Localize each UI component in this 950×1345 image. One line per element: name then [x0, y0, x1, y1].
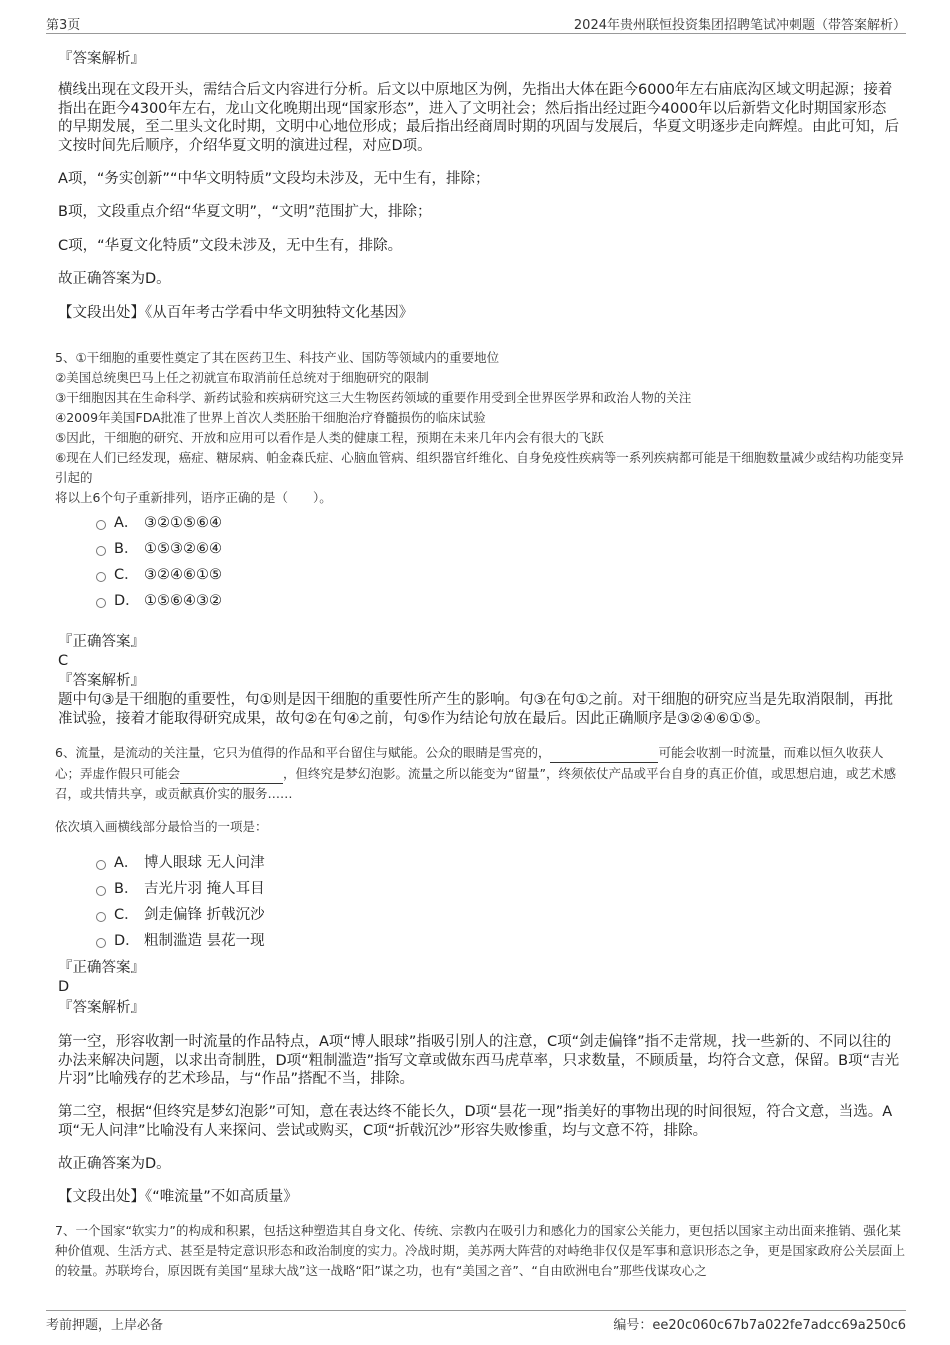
q5-answer-label: 『正确答案』: [58, 634, 145, 650]
q6-option-c[interactable]: C． 剑走偏锋 折戟沉沙: [96, 906, 265, 924]
q4-analysis-option-c: C项，“华夏文化特质”文段未涉及，无中生有，排除。: [58, 238, 403, 254]
q5-sentence-3: ③干细胞因其在生命科学、新药试验和疾病研究这三大生物医药领域的重要作用受到全世界医学界和政治人物的关注: [55, 390, 692, 405]
page-number: 第3页: [46, 18, 81, 33]
q4-analysis-label: 『答案解析』: [58, 51, 145, 67]
q6-conclusion: 故正确答案为D。: [58, 1156, 171, 1172]
q5-sentence-5: ⑤因此，干细胞的研究、开放和应用可以看作是人类的健康工程，预期在未来几年内会有很大的飞跃: [55, 430, 604, 445]
q6-option-b[interactable]: B． 吉光片羽 掩人耳目: [96, 880, 265, 898]
q5-option-a[interactable]: A． ③②①⑤⑥④: [96, 514, 222, 532]
footer-slogan: 考前押题，上岸必备: [46, 1318, 164, 1333]
q6-prompt: 依次填入画横线部分最恰当的一项是：: [55, 819, 268, 834]
q5-sentence-2: ②美国总统奥巴马上任之初就宣布取消前任总统对于细胞研究的限制: [55, 370, 429, 385]
q6-blank-2: [180, 763, 283, 784]
q6-option-a[interactable]: A． 博人眼球 无人问津: [96, 854, 265, 872]
radio-icon[interactable]: [96, 572, 106, 582]
q4-analysis-option-b: B项，文段重点介绍“华夏文明”，“文明”范围扩大，排除；: [58, 204, 432, 220]
radio-icon[interactable]: [96, 912, 106, 922]
q5-option-d[interactable]: D． ①⑤⑥④③②: [96, 592, 222, 610]
q6-option-d[interactable]: D． 粗制滥造 昙花一现: [96, 932, 265, 950]
radio-icon[interactable]: [96, 860, 106, 870]
q5-option-b[interactable]: B． ①⑤③②⑥④: [96, 540, 222, 558]
q5-option-c[interactable]: C． ③②④⑥①⑤: [96, 566, 222, 584]
q4-source: 【文段出处】《从百年考古学看中华文明独特文化基因》: [58, 305, 414, 321]
q6-analysis-paragraph-1: 第一空，形容收割一时流量的作品特点，A项“博人眼球”指吸引别人的注意，C项“剑走偏锋”指不走常规，找一些新的、不同以往的办法来解决问题，以求出奇制胜，D项“粗制滥造”指写文章或做东西马虎草率，只求数量，不顾质量，均符合文意，保留。B项“吉光片羽”比喻残存的艺术珍品，与“作品”搭配不当，排除。: [58, 1034, 900, 1087]
q6-analysis-paragraph-2: 第二空，根据“但终究是梦幻泡影”可知，意在表达终不能长久，D项“昙花一现”指美好的事物出现的时间很短，符合文意，当选。A项“无人问津”比喻没有人来探问、尝试或购买，C项“折戟沉沙”形容失败惨重，均与文意不符，排除。: [58, 1104, 893, 1139]
header-divider: [46, 33, 906, 34]
q5-sentence-1: 5、①干细胞的重要性奠定了其在医药卫生、科技产业、国防等领域内的重要地位: [55, 350, 500, 365]
radio-icon[interactable]: [96, 886, 106, 896]
q5-sentence-4: ④2009年美国FDA批准了世界上首次人类胚胎干细胞治疗脊髓损伤的临床试验: [55, 410, 486, 425]
radio-icon[interactable]: [96, 520, 106, 530]
q6-answer: D: [58, 979, 70, 995]
footer-divider: [46, 1310, 906, 1311]
q6-source: 【文段出处】《“唯流量”不如高质量》: [58, 1189, 298, 1205]
q5-prompt: 将以上6个句子重新排列，语序正确的是（ ）。: [55, 490, 332, 505]
footer-code: 编号：ee20c060c67b7a022fe7adcc69a250c6: [613, 1318, 906, 1333]
q5-analysis-label: 『答案解析』: [58, 673, 145, 689]
q6-answer-label: 『正确答案』: [58, 960, 145, 976]
document-title: 2024年贵州联恒投资集团招聘笔试冲刺题（带答案解析）: [573, 18, 906, 33]
q6-question: 6、流量，是流动的关注量，它只为值得的作品和平台留住与赋能。公众的眼睛是雪亮的， 可能会收割一时流量，而难以恒久收获人心；弄虚作假只可能会 ，但终究是梦幻泡影。流量之所以能变为“留量”，终须依仗产品或平台自身的真正价值，或思想启迪，或艺术感召，或共情共享，或贡献真价实的服务……: [55, 742, 905, 804]
q7-question: 7、一个国家“软实力”的构成和积累，包括这种塑造其自身文化、传统、宗教内在吸引力和感化力的国家公关能力，更包括以国家主动出面来推销、强化某种价值观、生活方式、甚至是特定意识形态和政治制度的实力。冷战时期，美苏两大阵营的对峙绝非仅仅是军事和意识形态之争，更是国家政府公关层面上的较量。苏联垮台，原因既有美国“星球大战”这一战略“阳”谋之功，也有“美国之音”、“自由欧洲电台”那些伐谋攻心之: [55, 1223, 906, 1278]
q4-analysis-option-a: A项，“务实创新”“中华文明特质”文段均未涉及，无中生有，排除；: [58, 171, 490, 187]
q4-analysis-paragraph: 横线出现在文段开头，需结合后文内容进行分析。后文以中原地区为例，先指出大体在距今6000年左右庙底沟区域文明起源；接着指出在距今4300年左右，龙山文化晚期出现“国家形态”，进入了文明社会；然后指出经过距今4000年以后新砦文化时期国家形态的早期发展，至二里头文化时期，文明中心地位形成；最后指出经商周时期的巩固与发展后，华夏文明逐步走向辉煌。由此可知，后文按时间先后顺序，介绍华夏文明的演进过程，对应D项。: [58, 82, 899, 154]
q6-blank-1: [550, 742, 658, 763]
q5-sentence-6: ⑥现在人们已经发现，癌症、糖尿病、帕金森氏症、心脑血管病、组织器官纤维化、自身免疫性疾病等一系列疾病都可能是干细胞数量减少或结构功能变异引起的: [55, 450, 904, 485]
radio-icon[interactable]: [96, 938, 106, 948]
q5-analysis: 题中句③是干细胞的重要性，句①则是因干细胞的重要性所产生的影响。句③在句①之前。对干细胞的研究应当是先取消限制，再批准试验，接着才能取得研究成果，故句②在句④之前，句⑤作为结论句放在最后。因此正确顺序是③②④⑥①⑤。: [58, 692, 893, 727]
radio-icon[interactable]: [96, 546, 106, 556]
q6-analysis-label: 『答案解析』: [58, 1000, 145, 1016]
q4-conclusion: 故正确答案为D。: [58, 271, 171, 287]
radio-icon[interactable]: [96, 598, 106, 608]
q5-answer: C: [58, 653, 69, 669]
